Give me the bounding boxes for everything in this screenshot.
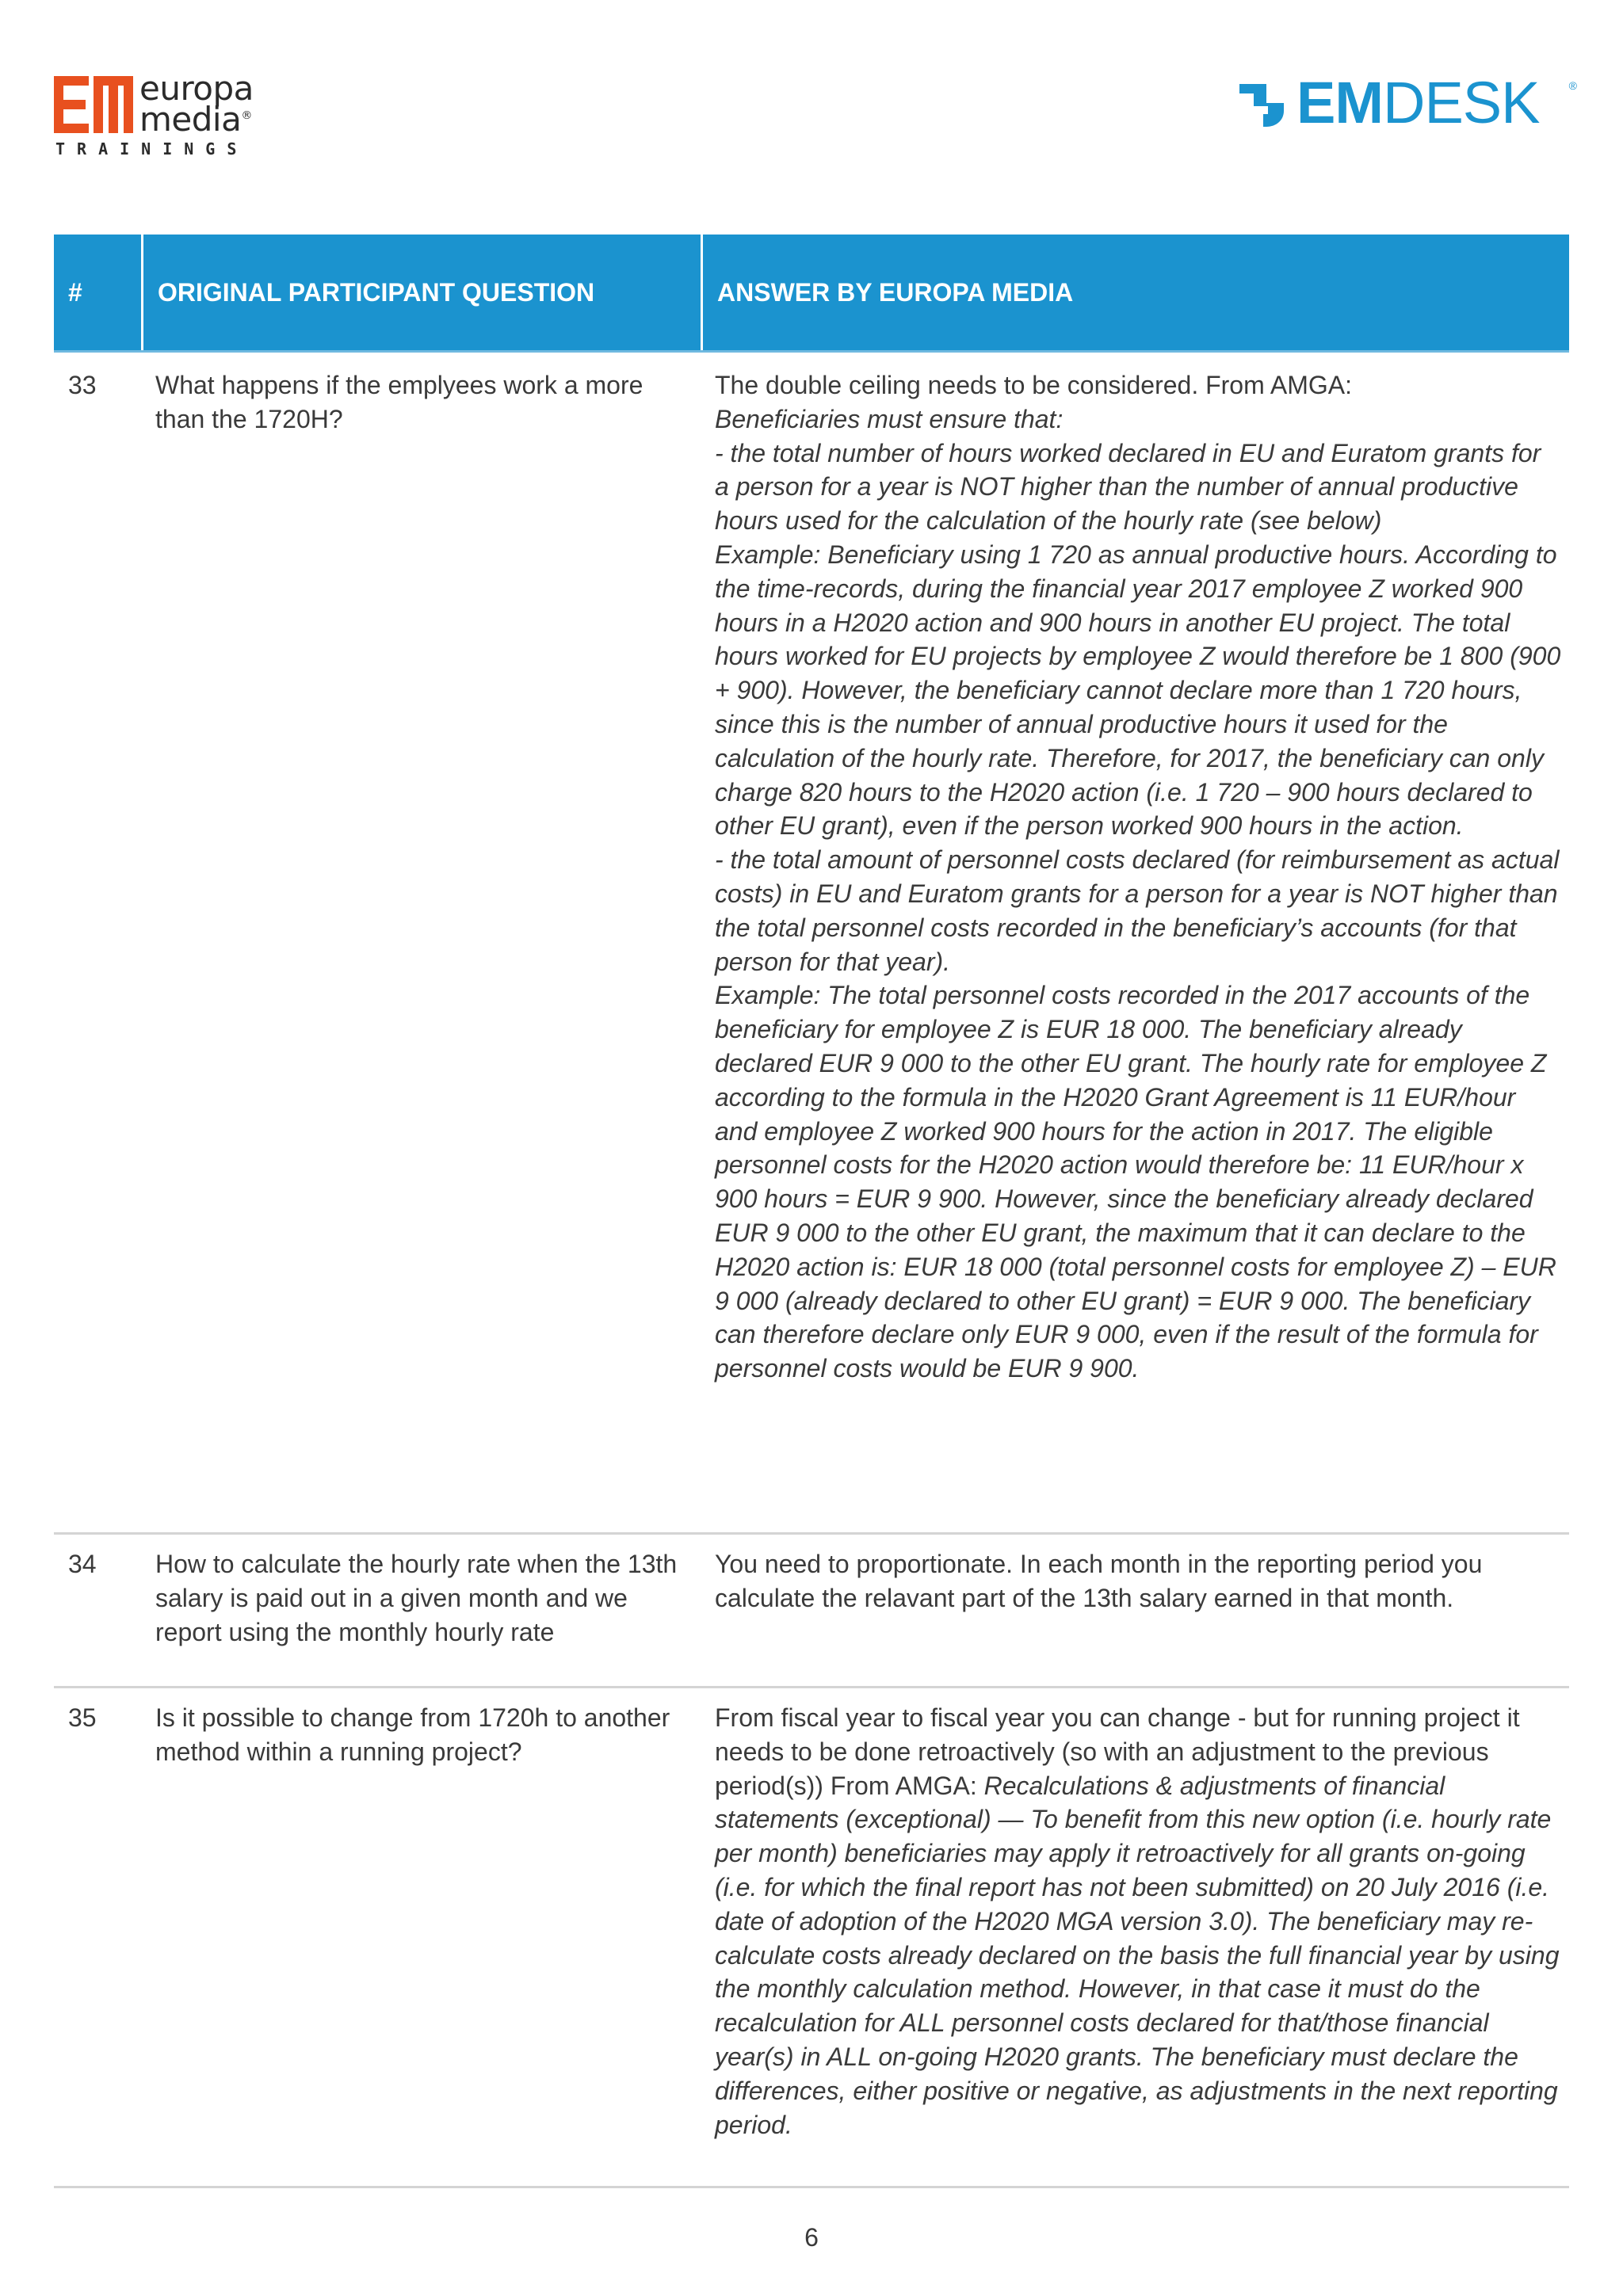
column-header-answer: ANSWER BY EUROPA MEDIA xyxy=(701,235,1569,350)
page-number: 6 xyxy=(804,2223,819,2252)
answer-intro: From fiscal year to fiscal year you can change - but for running project it needs to be done retroactively (so with an adjustment to the previous period(s)) From AMGA: xyxy=(715,1703,1520,1800)
row-answer xyxy=(701,1547,1569,1686)
row-answer xyxy=(701,1701,1569,2186)
europa-media-logo-word1: europa xyxy=(139,69,254,108)
answer-text xyxy=(715,1701,1561,2142)
europa-media-logo-mark-icon xyxy=(54,76,133,133)
table-header xyxy=(54,235,1569,353)
table-row xyxy=(54,1535,1569,1688)
row-number: 34 xyxy=(68,1550,97,1578)
europa-media-logo-word2: media® xyxy=(139,100,252,139)
europa-media-logo-tagline: TRAININGS xyxy=(55,139,249,158)
table-row xyxy=(54,1688,1569,2188)
column-header-number: # xyxy=(68,277,82,307)
answer-intro: You need to proportionate. In each month in the reporting period you calculate the relavant part of the 13th salary earned in that month. xyxy=(715,1550,1483,1612)
emdesk-logo-trademark: ® xyxy=(1568,79,1577,92)
column-header-question: ORIGINAL PARTICIPANT QUESTION xyxy=(141,235,701,350)
table-row xyxy=(54,353,1569,1535)
row-question: How to calculate the hourly rate when the 13th salary is paid out in a given month and we report using the monthly hourly rate xyxy=(155,1550,678,1646)
emdesk-logo xyxy=(1236,70,1577,139)
answer-intro: The double ceiling needs to be considered. From AMGA: xyxy=(715,371,1352,399)
answer-quote: Recalculations & adjustments of financial statements (exceptional) — To benefit from this new option (i.e. hourly rate per month) beneficiaries may apply it retroactively for all grants on-going (i.e. for which the final report has not been submitted) on 20 July 2016 (i.e. date of adoption of the H2020 MGA version 3.0). The beneficiary may re-calculate costs already declared on the basis the full financial year by using the monthly calculation method. However, in that case it must do the recalculation for ALL personnel costs declared for that/those financial year(s) in ALL on-going H2020 grants. The beneficiary must declare the differences, either positive or negative, as adjustments in the next reporting period. xyxy=(715,1771,1560,2139)
row-number: 35 xyxy=(68,1703,97,1732)
row-question: What happens if the emplyees work a more than the 1720H? xyxy=(155,371,643,433)
row-answer xyxy=(701,368,1569,1532)
row-number: 33 xyxy=(68,371,97,399)
europa-media-logo xyxy=(54,69,284,160)
answer-quote: Beneficiaries must ensure that: - the total number of hours worked declared in EU and Euratom grants for a person for a year is NOT higher than the number of annual productive hours used for the calculation of the hourly rate (see below) Example: Beneficiary using 1 720 as annual productive hours. According to the time-records, during the financial year 2017 employee Z worked 900 hours in a H2020 action and 900 hours in another EU project. The total hours worked for EU projects by employee Z would therefore be 1 800 (900 + 900). However, the beneficiary cannot declare more than 1 720 hours, since this is the number of annual productive hours it used for the calculation of the hourly rate. Therefore, for 2017, the beneficiary can only charge 820 hours to the H2020 action (i.e. 1 720 – 900 hours declared to other EU grant), even if the person worked 900 hours in the action. - the total amount of personnel costs declared (for reimbursement as actual costs) in EU and Euratom grants for a person for a year is NOT higher than the total personnel costs recorded in the beneficiary’s accounts (for that person for that year). Example: The total personnel costs recorded in the 2017 accounts of the beneficiary for employee Z is EUR 18 000. The beneficiary already declared EUR 9 000 to the other EU grant. The hourly rate for employee Z according to the formula in the H2020 Grant Agreement is 11 EUR/hour and employee Z worked 900 hours for the action in 2017. The eligible personnel costs for the H2020 action would therefore be: 11 EUR/hour x 900 hours = EUR 9 900. However, since the beneficiary already declared EUR 9 000 to the other EU grant, the maximum that it can declare to the H2020 action is: EUR 18 000 (total personnel costs for employee Z) – EUR 9 000 (already declared to other EU grant) = EUR 9 000. The beneficiary can therefore declare only EUR 9 000, even if the result of the formula for personnel costs would be EUR 9 900. xyxy=(715,404,1561,1383)
qa-table xyxy=(54,235,1569,2188)
row-question: Is it possible to change from 1720h to another method within a running project? xyxy=(155,1703,670,1766)
emdesk-logo-word: EMDESK xyxy=(1296,70,1540,135)
emdesk-logo-mark-icon xyxy=(1236,79,1287,130)
